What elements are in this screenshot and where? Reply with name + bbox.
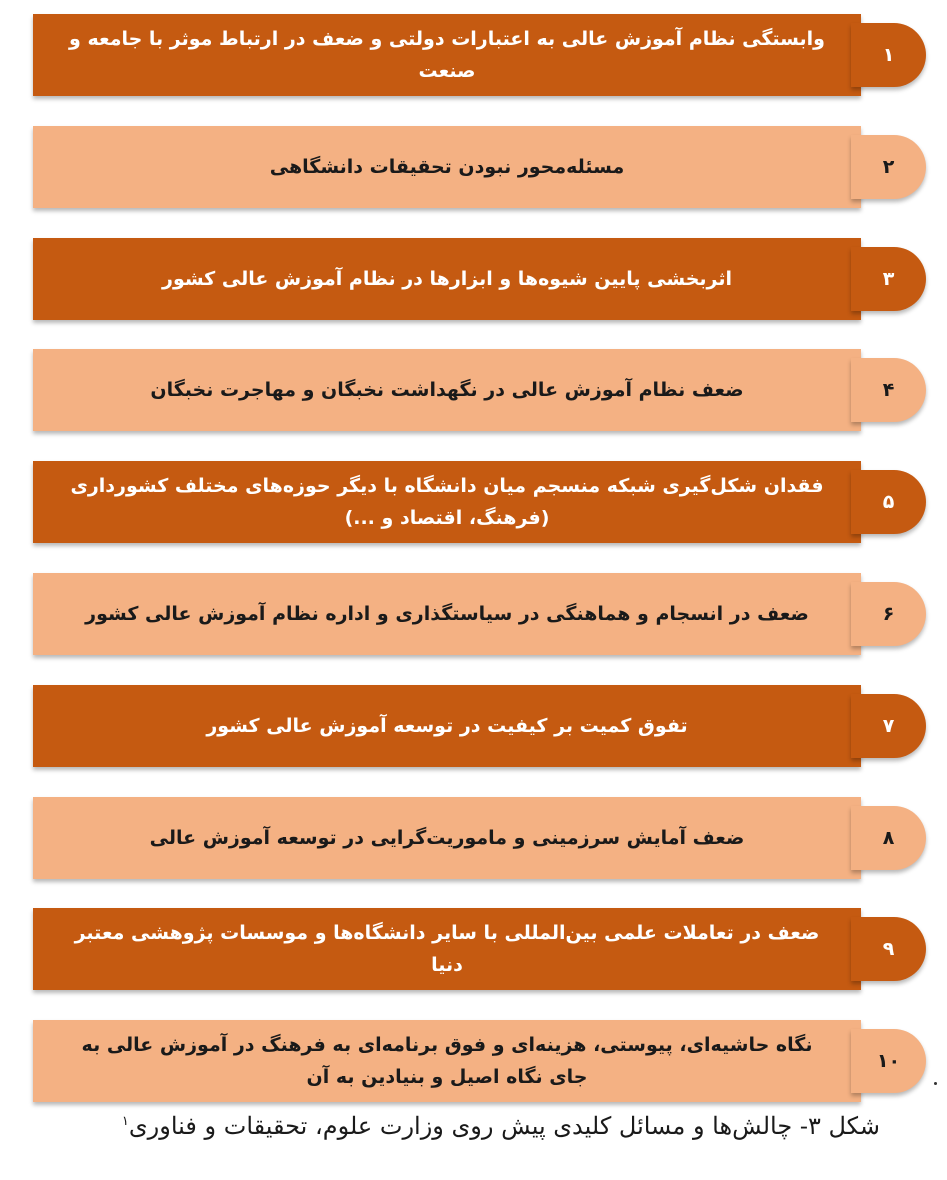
challenge-number-tab <box>851 247 926 311</box>
challenge-bar <box>33 126 861 208</box>
challenge-number-tab <box>851 135 926 199</box>
challenge-item <box>33 797 926 879</box>
challenge-number-tab <box>851 806 926 870</box>
challenge-number-tab <box>851 470 926 534</box>
challenge-bar <box>33 238 861 320</box>
challenge-number: ۴ <box>882 379 895 401</box>
challenge-number-tab <box>851 582 926 646</box>
challenge-number-tab <box>851 358 926 422</box>
caption-footnote-marker: ۱ <box>121 1114 129 1129</box>
challenge-text: ضعف نظام آموزش عالی در نگهداشت نخبگان و مهاجرت نخبگان <box>150 379 744 401</box>
challenge-text: ضعف در انسجام و هماهنگی در سیاستگذاری و اداره نظام آموزش عالی کشور <box>85 603 809 625</box>
challenge-text: تفوق کمیت بر کیفیت در توسعه آموزش عالی کشور <box>206 715 688 737</box>
challenge-item <box>33 685 926 767</box>
stray-dot <box>934 1082 937 1085</box>
challenge-number: ۳ <box>882 268 895 290</box>
challenge-number: ۱۰ <box>876 1050 901 1072</box>
challenge-text: مسئله‌محور نبودن تحقیقات دانشگاهی <box>269 156 625 178</box>
challenge-number-tab <box>851 23 926 87</box>
caption-text: شکل ۳- چالش‌ها و مسائل کلیدی پیش روی وزارت علوم، تحقیقات و فناوری <box>128 1112 880 1140</box>
challenge-number-tab <box>851 917 926 981</box>
challenge-number: ۵ <box>882 491 895 513</box>
challenge-number-tab <box>851 1029 926 1093</box>
challenge-item <box>33 461 926 543</box>
challenge-number: ۸ <box>882 827 895 849</box>
challenge-text: وابستگی نظام آموزش عالی به اعتبارات دولتی و ضعف در ارتباط موثر با جامعه و صنعت <box>69 28 825 82</box>
challenge-bar <box>33 349 861 431</box>
challenge-text: فقدان شکل‌گیری شبکه منسجم میان دانشگاه با دیگر حوزه‌های مختلف کشورداری (فرهنگ، اقتصاد و ...) <box>70 475 824 529</box>
challenge-number: ۹ <box>882 938 895 960</box>
figure-caption <box>60 1112 880 1140</box>
challenge-item <box>33 126 926 208</box>
challenge-number: ۶ <box>882 603 895 625</box>
challenge-number: ۱ <box>882 44 895 66</box>
challenge-bar <box>33 1020 861 1102</box>
challenge-text: ضعف در تعاملات علمی بین‌المللی با سایر دانشگاه‌ها و موسسات پژوهشی معتبر دنیا <box>74 922 820 976</box>
challenge-item <box>33 908 926 990</box>
challenge-number: ۷ <box>882 715 895 737</box>
challenge-item <box>33 14 926 96</box>
challenge-bar <box>33 14 861 96</box>
challenge-item <box>33 1020 926 1102</box>
challenge-item <box>33 573 926 655</box>
challenge-bar <box>33 797 861 879</box>
challenge-bar <box>33 685 861 767</box>
challenge-text: ضعف آمایش سرزمینی و ماموریت‌گرایی در توسعه آموزش عالی <box>149 827 745 849</box>
challenge-bar <box>33 573 861 655</box>
challenge-text: نگاه حاشیه‌ای، پیوستی، هزینه‌ای و فوق برنامه‌ای به فرهنگ در آموزش عالی به جای نگاه اصیل و بنیادین به آن <box>81 1034 813 1088</box>
challenge-number-tab <box>851 694 926 758</box>
challenge-bar <box>33 461 861 543</box>
challenge-item <box>33 349 926 431</box>
challenge-bar <box>33 908 861 990</box>
challenge-text: اثربخشی پایین شیوه‌ها و ابزارها در نظام آموزش عالی کشور <box>162 268 732 290</box>
challenge-item <box>33 238 926 320</box>
challenge-number: ۲ <box>882 156 895 178</box>
